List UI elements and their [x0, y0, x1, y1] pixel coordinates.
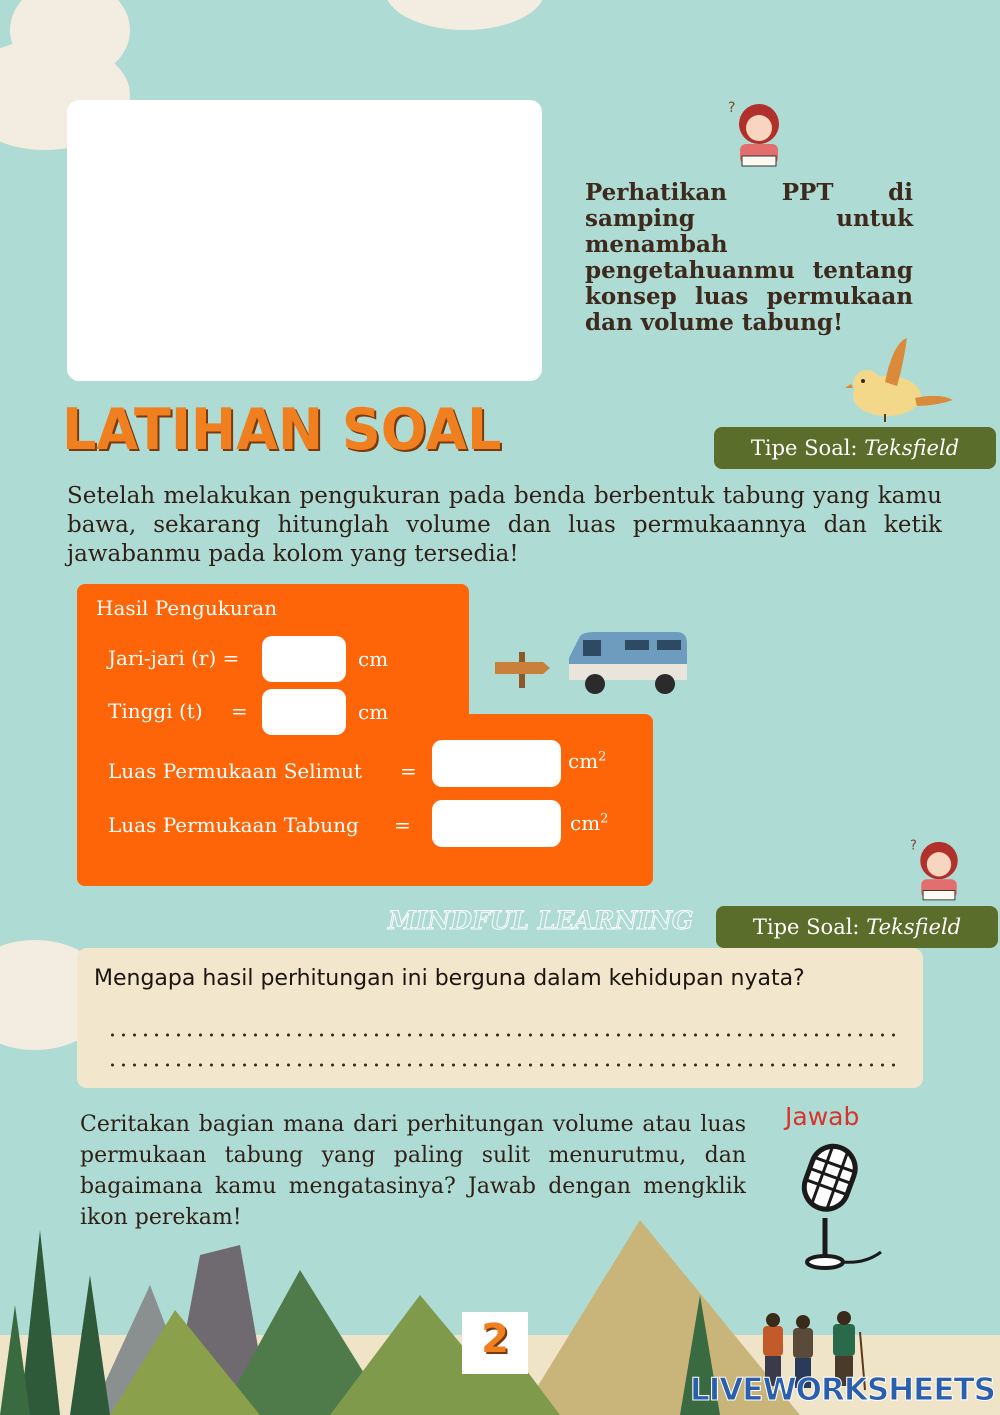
instruction-text: Setelah melakukan pengukuran pada benda berbentuk tabung yang kamu bawa, sekarang hitunglah volume dan luas permukaannya dan ketik jawabanmu pada kolom yang tersedia! [67, 483, 942, 567]
svg-text:?: ? [728, 100, 736, 116]
svg-text:?: ? [910, 838, 917, 854]
signpost-icon [495, 652, 550, 688]
lateral-area-label: Luas Permukaan Selimut [108, 759, 362, 783]
section-heading: LATIHAN SOAL [62, 396, 502, 463]
girl-thinking-icon [728, 98, 790, 168]
height-label: Tinggi (t) [108, 699, 203, 723]
question-type-value: Teksfield [866, 915, 962, 939]
question-type-prefix: Tipe Soal: [750, 436, 858, 460]
measurement-panel-extension [77, 714, 653, 886]
height-unit: cm [358, 700, 389, 724]
lateral-area-input[interactable] [432, 740, 561, 787]
question-type-prefix: Tipe Soal: [752, 915, 860, 939]
unit-text: cm [568, 749, 599, 773]
mindful-learning-label: MINDFUL LEARNING [388, 906, 694, 935]
answer-line[interactable] [107, 1063, 897, 1067]
unit-superscript: 2 [598, 749, 607, 765]
question-type-value: Teksfield [864, 436, 960, 460]
total-area-equals: = [394, 813, 411, 837]
cloud-decoration [385, 0, 545, 30]
van-icon [565, 630, 690, 698]
height-equals: = [231, 699, 248, 723]
reflection-question: Mengapa hasil perhitungan ini berguna dalam kehidupan nyata? [94, 966, 805, 991]
girl-thinking-icon [910, 834, 968, 904]
unit-text: cm [570, 811, 601, 835]
total-area-unit [570, 811, 608, 835]
height-input[interactable] [262, 689, 346, 735]
total-area-input[interactable] [432, 800, 561, 847]
ppt-embed-frame[interactable] [67, 100, 542, 381]
unit-superscript: 2 [600, 811, 609, 827]
bird-icon [845, 338, 955, 423]
radius-input[interactable] [262, 636, 346, 682]
intro-text: Perhatikan PPT di samping untuk menambah pengetahuanmu tentang konsep luas permukaan dan volume tabung! [585, 179, 913, 336]
lateral-area-unit [568, 749, 606, 773]
brand-logo: LIVEWORKSHEETS [690, 1372, 995, 1408]
total-area-label: Luas Permukaan Tabung [108, 813, 359, 837]
measurement-title: Hasil Pengukuran [96, 596, 278, 620]
lateral-area-equals: = [400, 759, 417, 783]
page-number: 2 [481, 1316, 509, 1362]
answer-line[interactable] [107, 1033, 897, 1037]
radius-unit: cm [358, 647, 389, 671]
question-type-tag [714, 427, 996, 469]
record-label: Jawab [785, 1102, 860, 1131]
story-prompt: Ceritakan bagian mana dari perhitungan volume atau luas permukaan tabung yang paling sulit menurutmu, dan bagaimana kamu mengatasinya? Jawab dengan mengklik ikon perekam! [80, 1112, 746, 1230]
radius-label: Jari-jari (r) = [108, 646, 240, 670]
question-type-tag [716, 906, 998, 948]
